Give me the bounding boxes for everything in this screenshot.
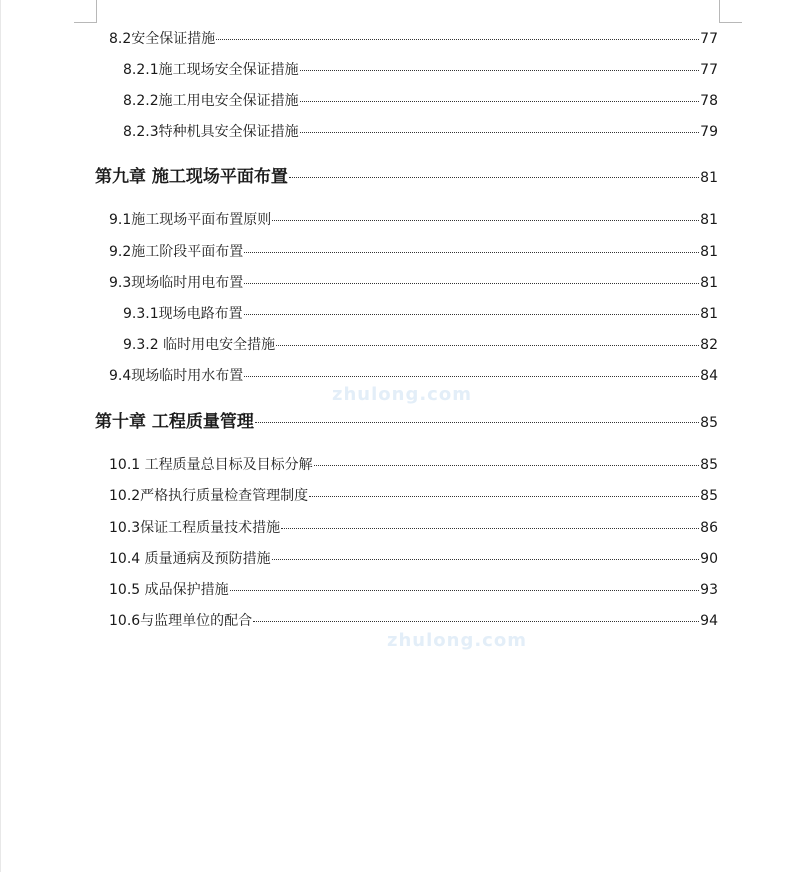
dot-leader bbox=[244, 376, 699, 377]
toc-entry-title: 10.3保证工程质量技术措施 bbox=[109, 520, 281, 536]
toc-entry-title: 10.1 工程质量总目标及目标分解 bbox=[109, 457, 313, 473]
toc-entry-10-4[interactable] bbox=[109, 549, 718, 569]
toc-entry-title: 9.3.1现场电路布置 bbox=[123, 306, 243, 322]
toc-page-number: 77 bbox=[700, 31, 718, 47]
dot-leader bbox=[281, 528, 699, 529]
dot-leader bbox=[309, 496, 699, 497]
toc-entry-10-5[interactable] bbox=[109, 580, 718, 600]
toc-entry-title: 8.2安全保证措施 bbox=[109, 31, 216, 47]
toc-page-number: 78 bbox=[700, 93, 718, 109]
toc-entry-title: 8.2.2施工用电安全保证措施 bbox=[123, 93, 299, 109]
toc-page-number: 79 bbox=[700, 124, 718, 140]
toc-entry-title: 8.2.1施工现场安全保证措施 bbox=[123, 62, 299, 78]
dot-leader bbox=[244, 314, 700, 315]
toc-page-number: 84 bbox=[700, 368, 718, 384]
toc-page-number: 77 bbox=[700, 62, 718, 78]
toc-page-number: 85 bbox=[700, 457, 718, 473]
toc-entry-9-1[interactable] bbox=[109, 210, 718, 230]
toc-entry-9-3-1[interactable] bbox=[123, 304, 718, 324]
toc-entry-9-4[interactable] bbox=[109, 366, 718, 386]
dot-leader bbox=[272, 559, 700, 560]
crop-mark-right bbox=[719, 0, 742, 23]
dot-leader bbox=[300, 132, 700, 133]
dot-leader bbox=[253, 621, 699, 622]
watermark-text: zhulong.com bbox=[332, 384, 472, 405]
toc-page-number: 94 bbox=[700, 613, 718, 629]
crop-mark-left bbox=[74, 0, 97, 23]
toc-page-number: 85 bbox=[700, 488, 718, 504]
toc-page-number: 81 bbox=[700, 244, 718, 260]
dot-leader bbox=[300, 70, 700, 71]
toc-page-number: 90 bbox=[700, 551, 718, 567]
toc-entry-title: 9.4现场临时用水布置 bbox=[109, 368, 244, 384]
toc-entry-10-3[interactable] bbox=[109, 518, 718, 538]
toc-chapter-title: 第九章 施工现场平面布置 bbox=[95, 167, 288, 187]
toc-chapter-9[interactable] bbox=[95, 165, 718, 189]
dot-leader bbox=[289, 177, 699, 178]
toc-page-number: 81 bbox=[700, 212, 718, 228]
toc-entry-title: 10.2严格执行质量检查管理制度 bbox=[109, 488, 309, 504]
toc-entry-9-2[interactable] bbox=[109, 242, 718, 262]
toc-page-number: 82 bbox=[700, 337, 718, 353]
page-left-edge bbox=[0, 0, 1, 872]
dot-leader bbox=[230, 590, 700, 591]
dot-leader bbox=[314, 465, 700, 466]
dot-leader bbox=[244, 283, 699, 284]
dot-leader bbox=[255, 422, 699, 423]
toc-page-number: 85 bbox=[700, 415, 718, 431]
toc-entry-title: 10.4 质量通病及预防措施 bbox=[109, 551, 271, 567]
toc-chapter-10[interactable] bbox=[95, 410, 718, 434]
toc-entry-10-6[interactable] bbox=[109, 611, 718, 631]
toc-entry-8-2-3[interactable] bbox=[123, 122, 718, 142]
toc-entry-title: 10.5 成品保护措施 bbox=[109, 582, 229, 598]
toc-entry-title: 8.2.3特种机具安全保证措施 bbox=[123, 124, 299, 140]
dot-leader bbox=[216, 39, 699, 40]
toc-chapter-title: 第十章 工程质量管理 bbox=[95, 412, 254, 432]
toc-entry-title: 9.3.2 临时用电安全措施 bbox=[123, 337, 276, 353]
dot-leader bbox=[276, 345, 699, 346]
toc-page-number: 81 bbox=[700, 306, 718, 322]
dot-leader bbox=[272, 220, 699, 221]
toc-entry-8-2-2[interactable] bbox=[123, 91, 718, 111]
toc-entry-9-3[interactable] bbox=[109, 273, 718, 293]
toc-page-number: 81 bbox=[700, 170, 718, 186]
toc-entry-title: 9.2施工阶段平面布置 bbox=[109, 244, 244, 260]
toc-entry-9-3-2[interactable] bbox=[123, 335, 718, 355]
toc-entry-title: 9.1施工现场平面布置原则 bbox=[109, 212, 272, 228]
toc-entry-title: 10.6与监理单位的配合 bbox=[109, 613, 253, 629]
toc-entry-title: 9.3现场临时用电布置 bbox=[109, 275, 244, 291]
toc-entry-8-2[interactable] bbox=[109, 29, 718, 49]
dot-leader bbox=[244, 252, 699, 253]
dot-leader bbox=[300, 101, 700, 102]
watermark-text: zhulong.com bbox=[387, 630, 527, 651]
toc-entry-10-1[interactable] bbox=[109, 455, 718, 475]
toc-page-number: 86 bbox=[700, 520, 718, 536]
toc-entry-10-2[interactable] bbox=[109, 486, 718, 506]
toc-entry-8-2-1[interactable] bbox=[123, 60, 718, 80]
toc-page-number: 81 bbox=[700, 275, 718, 291]
toc-page-number: 93 bbox=[700, 582, 718, 598]
